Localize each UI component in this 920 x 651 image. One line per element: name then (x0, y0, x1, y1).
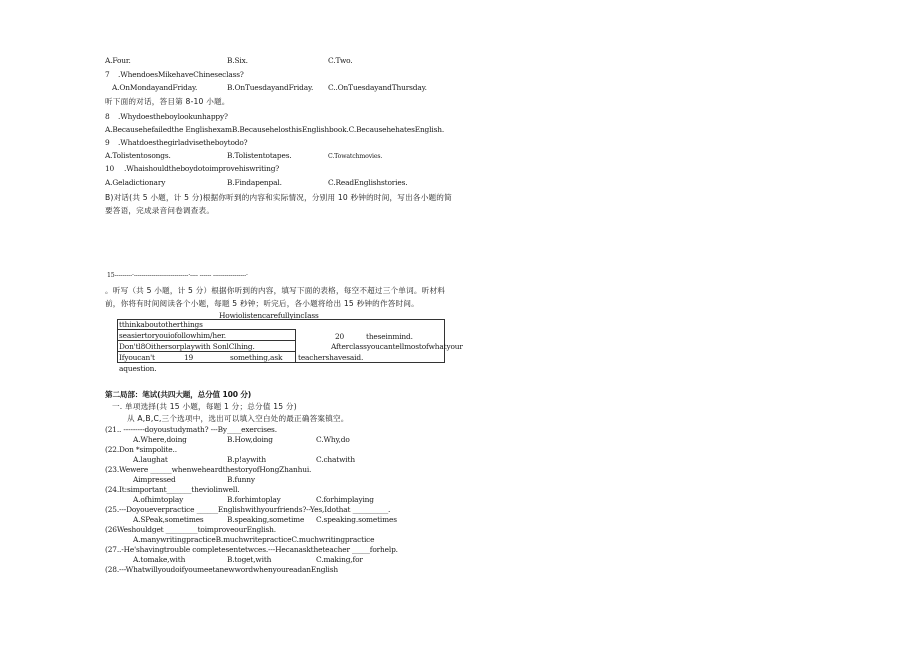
q9-number: 9 (105, 138, 110, 147)
q10-number: 10 (105, 164, 115, 173)
q8-question: .Whydoestheboylookunhappy? (118, 112, 228, 121)
q25-option-b: B.speaking,sometime (227, 515, 305, 524)
table-right-line1: theseinmind. (366, 332, 413, 341)
q7-question: .WhendoesMikehaveChineseclass? (118, 70, 244, 79)
table-divider (117, 351, 296, 352)
q6-option-c: C.Two. (328, 56, 353, 65)
q10-option-a: A.Geladictionary (105, 178, 166, 187)
q25-option-c: C.speaking.sometimes (316, 515, 397, 524)
q24-option-c: C.forhimplaying (316, 495, 374, 504)
table-row-4-rest: something,ask (230, 353, 283, 362)
q24-stem: (24.It:simportant_______theviolinwell. (105, 485, 240, 494)
q21-option-a: A.Where,doing (133, 435, 187, 444)
q25-stem: (25.---Doyoueverpractice ______Englishwithyourfriends?--Yes,Idothat __________. (105, 505, 391, 514)
q7-option-b: B.OnTuesdayandFriday. (227, 83, 314, 92)
q22-option-c: C.chatwith (316, 455, 355, 464)
q26-options: A.manywritingpracticeB.muchwritepracticeC.muchwritingpractice (133, 535, 375, 544)
q27-option-b: B.toget,with (227, 555, 272, 564)
q24-option-a: A.ofhimtoplay (133, 495, 184, 504)
dialog-instruction: 听下面的对话，答目第 8-10 小题。 (105, 97, 230, 106)
q26-stem: (26Weshouldget _________toimproveourEnglish. (105, 525, 276, 534)
q24-option-b: B.forhimtoplay (227, 495, 281, 504)
q8-number: 8 (105, 112, 110, 121)
table-divider (117, 329, 296, 330)
table-row-2: seasiertoryouiofollowhim/her. (119, 331, 226, 340)
q21-stem: (21.. ---------doyoustudymath? ---By____exercises. (105, 425, 277, 434)
q27-option-a: A.tomake,with (133, 555, 186, 564)
q10-question: .Whaishouldtheboydotoimprovehiswriting? (124, 164, 280, 173)
listen-write-instruction-line1: 。听写（共 5 小题，计 5 分）根据你听到的内容，填写下面的表格，每空不超过三个单词。听材料 (105, 286, 446, 295)
part-b-instruction-line1: B)对话(共 5 小题，计 5 分)根据你听到的内容和实际情况，分别用 10 秒钟的时间，写出各小题的简 (105, 193, 452, 202)
mc-header: 一. 单项选择(共 15 小题，每题 1 分；总分值 15 分) (112, 402, 297, 411)
q23-option-a: Aimpressed (133, 475, 176, 484)
table-divider (117, 362, 296, 363)
q21-option-c: C.Why,do (316, 435, 350, 444)
q8-options: A.Becausehefailedthe EnglishexamB.BecausehelosthisEnglishbook.C.BecausehehatesEnglish. (105, 125, 445, 134)
q22-stem: (22.Don *simpolite.. (105, 445, 177, 454)
q9-option-a: A.Tolistentosongs. (105, 151, 171, 160)
part-two-header: 第二局部：笔试(共四大题，总分值 100 分) (105, 390, 252, 399)
q27-option-c: C.making,for (316, 555, 363, 564)
q23-option-b: B.funny (227, 475, 255, 484)
table-title: HowiolistencarefullyincIass (219, 311, 319, 320)
listen-write-instruction-line2: 前，你将有时间阅读各个小题，每题 5 秒钟；听完后，各小题将给出 15 秒钟的作答时间。 (105, 299, 419, 308)
table-blank-20: 20 (335, 332, 345, 341)
q6-option-a: A.Four. (105, 56, 131, 65)
q7-option-c: C..OnTuesdayandThursday. (328, 83, 427, 92)
q9-question: .Whatdoesthegirladvisetheboytodo? (118, 138, 248, 147)
q7-option-a: A.OnMondayandFriday. (112, 83, 198, 92)
table-right-line3: teachershavesaid. (298, 353, 364, 362)
table-divider (117, 340, 296, 341)
q22-option-b: B.p!aywith (227, 455, 266, 464)
q25-option-a: A.SPeak,sometimes (133, 515, 204, 524)
q21-option-b: B.How,doing (227, 435, 273, 444)
q10-option-b: B.Findapenpal. (227, 178, 282, 187)
table-row-1: tthinkaboutotherthings (119, 320, 203, 329)
q22-option-a: A.laughat (133, 455, 168, 464)
table-right-line2: Afterclassyoucantellmostofwhatyour (331, 342, 463, 351)
q15-answer-line: 15---------·----------------------------·---- ------ -----------------· (107, 272, 248, 279)
q10-option-c: C.ReadEnglishstories. (328, 178, 408, 187)
part-b-instruction-line2: 要答语，完成录音问卷调查表。 (105, 206, 215, 215)
q9-option-b: B.Tolistentotapes. (227, 151, 292, 160)
mc-instruction: 从 A,B,C,三个选项中，选出可以填入空白处的最正确答案镇空。 (127, 414, 349, 423)
table-row-4: Ifyoucan't (119, 353, 155, 362)
q27-stem: (27..-He'shavingtrouble completesentetwces.---Hecanasktheteacher _____forhelp. (105, 545, 398, 554)
q7-number: 7 (105, 70, 110, 79)
table-row-5: aquestion. (119, 364, 157, 373)
q9-option-c: C.Towatchmovies. (328, 153, 383, 160)
q28-stem: (28.---WhatwillyoudoifyoumeetanewwordwhenyoureadanEnglish (105, 565, 338, 574)
table-row-3: Don'tl8Oithersorplaywith SonlClhing. (119, 342, 255, 351)
table-blank-19: 19 (184, 353, 194, 362)
q6-option-b: B.Six. (227, 56, 248, 65)
q23-stem: (23.Wewere ______whenweheardthestoryofHongZhanhui. (105, 465, 312, 474)
